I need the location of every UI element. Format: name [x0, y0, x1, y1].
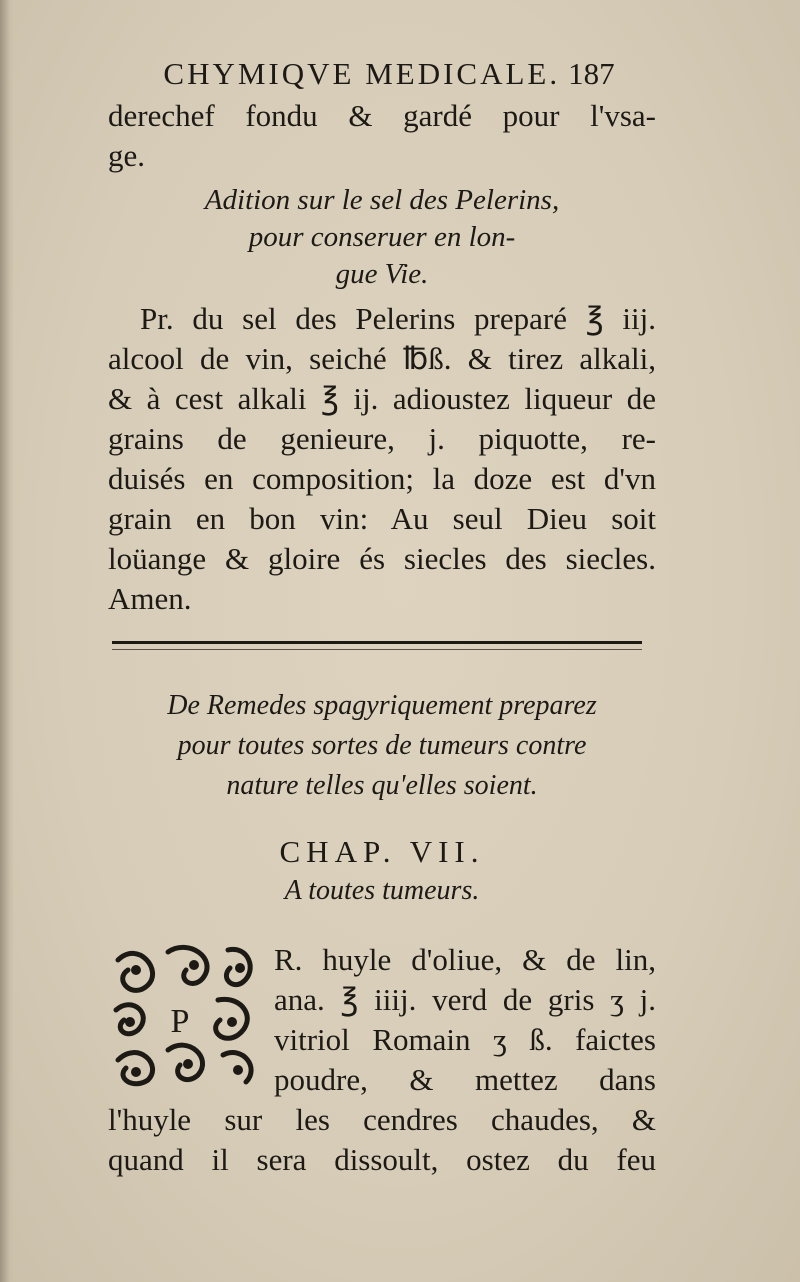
text-line: derechef fondu & gardé pour l'vsa- — [108, 98, 656, 133]
page-number: 187 — [568, 56, 615, 91]
heading-line: pour conseruer en lon- — [248, 221, 516, 253]
opening-text — [108, 96, 656, 176]
text-block — [108, 52, 656, 1180]
running-head — [122, 52, 656, 96]
heading-line: nature telles qu'elles soient. — [226, 770, 538, 801]
text-line: l'huyle sur les cendres chaudes, & — [108, 1102, 656, 1137]
text-line: loüange & gloire és siecles des siecles. — [108, 541, 656, 576]
text-line: alcool de vin, seiché ℔ß. & tirez alkali, — [108, 341, 656, 376]
ornamental-dropcap — [108, 940, 264, 1090]
running-head-title: CHYMIQVE MEDICALE. — [163, 56, 561, 91]
text-line: ana. ℥ iiij. verd de gris ʒ j. — [274, 982, 656, 1017]
text-line: duisés en composition; la doze est d'vn — [108, 461, 656, 496]
dropcap-letter: P — [170, 1003, 190, 1040]
chapter-paragraph — [108, 940, 656, 1180]
text-line: vitriol Romain ʒ ß. faictes — [274, 1022, 656, 1057]
text-line: grain en bon vin: Au seul Dieu soit — [108, 501, 656, 536]
text-line: R. huyle d'oliue, & de lin, — [274, 942, 656, 977]
heading-line: gue Vie. — [335, 258, 429, 290]
text-line: ge. — [108, 138, 146, 173]
heading-line: pour toutes sortes de tumeurs contre — [177, 730, 587, 761]
addition-heading — [108, 182, 656, 293]
section-divider-rule — [112, 641, 642, 650]
text-line: grains de genieure, j. piquotte, re- — [108, 421, 656, 456]
text-line: Pr. du sel des Pelerins preparé ℥ iij. — [140, 301, 656, 336]
chapter-label: CHAP. VII. — [279, 834, 485, 869]
page-gutter-shadow — [0, 0, 14, 1282]
chapter-subtitle: A toutes tumeurs. — [284, 875, 480, 906]
text-line: quand il sera dissoult, ostez du feu — [108, 1142, 656, 1177]
section-heading — [108, 686, 656, 806]
heading-line: De Remedes spagyriquement preparez — [167, 690, 597, 721]
text-line: & à cest alkali ℥ ij. adioustez liqueur de — [108, 381, 656, 416]
text-line: poudre, & mettez dans — [274, 1062, 656, 1097]
heading-line: Adition sur le sel des Pelerins, — [204, 184, 560, 216]
text-line: Amen. — [108, 581, 192, 616]
recipe-paragraph — [108, 299, 656, 619]
